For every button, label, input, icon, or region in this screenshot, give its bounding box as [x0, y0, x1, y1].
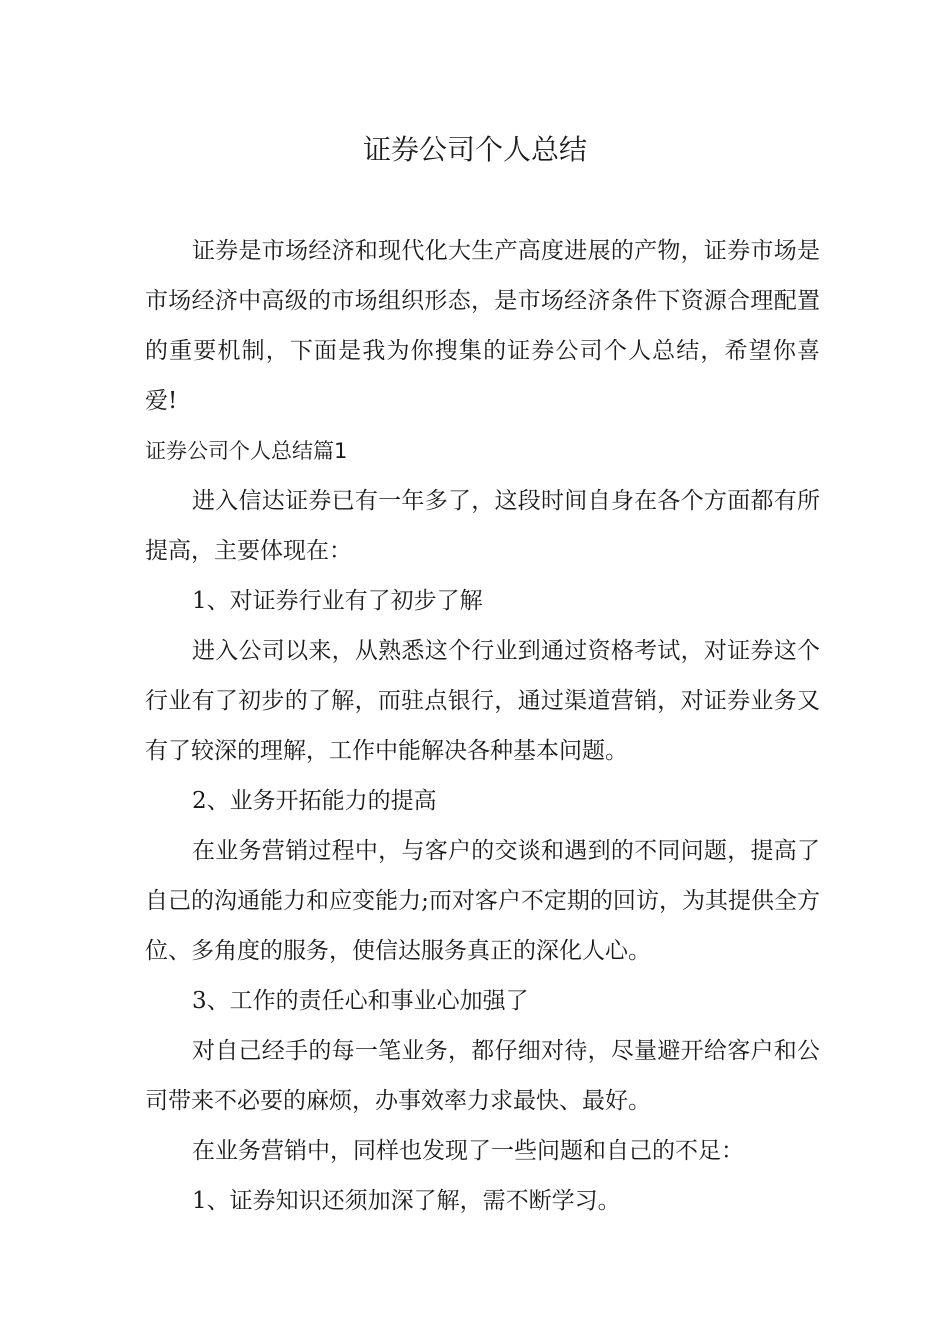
body-paragraph: 在业务营销过程中，与客户的交谈和遇到的不同问题，提高了自己的沟通能力和应变能力;而对客户不定期的回访，为其提供全方位、多角度的服务，使信达服务真正的深化人心。 — [145, 838, 820, 964]
intro-paragraph: 证券是市场经济和现代化大生产高度进展的产物，证券市场是市场经济中高级的市场组织形态，是市场经济条件下资源合理配置的重要机制，下面是我为你搜集的证券公司个人总结，希望你喜爱! — [145, 238, 820, 414]
document-title: 证券公司个人总结 — [362, 133, 587, 166]
section-heading: 证券公司个人总结篇1 — [145, 439, 348, 463]
body-paragraph: 在业务营销中，同样也发现了一些问题和自己的不足： — [192, 1138, 744, 1164]
document-body — [145, 226, 820, 1226]
body-paragraph: 进入公司以来，从熟悉这个行业到通过资格考试，对证券这个行业有了初步的了解，而驻点银行，通过渠道营销，对证券业务又有了较深的理解，工作中能解决各种基本问题。 — [145, 638, 820, 764]
list-heading: 2、业务开拓能力的提高 — [192, 788, 437, 814]
list-heading: 1、对证券行业有了初步了解 — [192, 588, 483, 614]
list-heading: 1、证券知识还须加深了解，需不断学习。 — [192, 1188, 621, 1214]
body-paragraph: 进入信达证券已有一年多了，这段时间自身在各个方面都有所提高，主要体现在： — [145, 488, 820, 564]
list-heading: 3、工作的责任心和事业心加强了 — [192, 988, 529, 1014]
body-paragraph: 对自己经手的每一笔业务，都仔细对待，尽量避开给客户和公司带来不必要的麻烦，办事效率力求最快、最好。 — [145, 1038, 820, 1114]
